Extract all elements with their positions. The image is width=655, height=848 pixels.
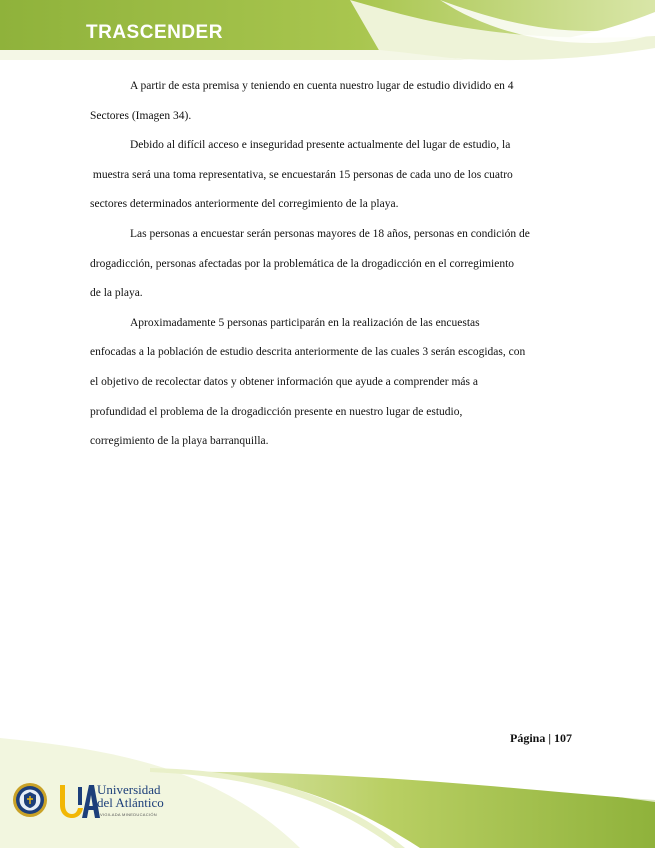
- header-title: TRASCENDER: [86, 22, 223, 43]
- university-name-line1: Universidad: [97, 782, 161, 797]
- paragraph-4: [90, 309, 582, 457]
- text-line: Las personas a encuestar serán personas mayores de 18 años, personas en condición de: [130, 227, 530, 240]
- text-line: drogadicción, personas afectadas por la problemática de la drogadicción en el corregimiento: [90, 257, 515, 270]
- text-line: profundidad el problema de la drogadicción presente en nuestro lugar de estudio,: [90, 405, 463, 418]
- university-name: [97, 783, 164, 809]
- text-line: A partir de esta premisa y teniendo en cuenta nuestro lugar de estudio dividido en 4: [130, 80, 514, 92]
- text-line: el objetivo de recolectar datos y obtener información que ayude a comprender más a: [90, 375, 478, 388]
- text-line: Debido al difícil acceso e inseguridad presente actualmente del lugar de estudio, la: [130, 139, 511, 152]
- text-line: corregimiento de la playa barranquilla.: [90, 435, 269, 448]
- text-line: Aproximadamente 5 personas participarán en la realización de las encuestas: [130, 316, 480, 329]
- page-number: Página | 107: [510, 731, 572, 745]
- text-line: muestra será una toma representativa, se encuestarán 15 personas de cada uno de los cuatro: [90, 168, 513, 181]
- paragraph-2: [90, 131, 582, 220]
- text-line: enfocadas a la población de estudio descrita anteriormente de las cuales 3 serán escogidas, con: [90, 346, 526, 359]
- university-logo-icon: [56, 781, 100, 821]
- paragraph-1: [90, 72, 582, 131]
- paragraph-3: [90, 220, 582, 309]
- university-seal-icon: [12, 782, 48, 818]
- university-tagline: VIGILADA MINEDUCACIÓN: [100, 812, 157, 817]
- text-line: Sectores (Imagen 34).: [90, 109, 192, 122]
- text-line: sectores determinados anteriormente del corregimiento de la playa.: [90, 198, 399, 211]
- body-text: [90, 72, 582, 457]
- text-line: de la playa.: [90, 287, 143, 300]
- university-name-line2: del Atlántico: [97, 795, 164, 810]
